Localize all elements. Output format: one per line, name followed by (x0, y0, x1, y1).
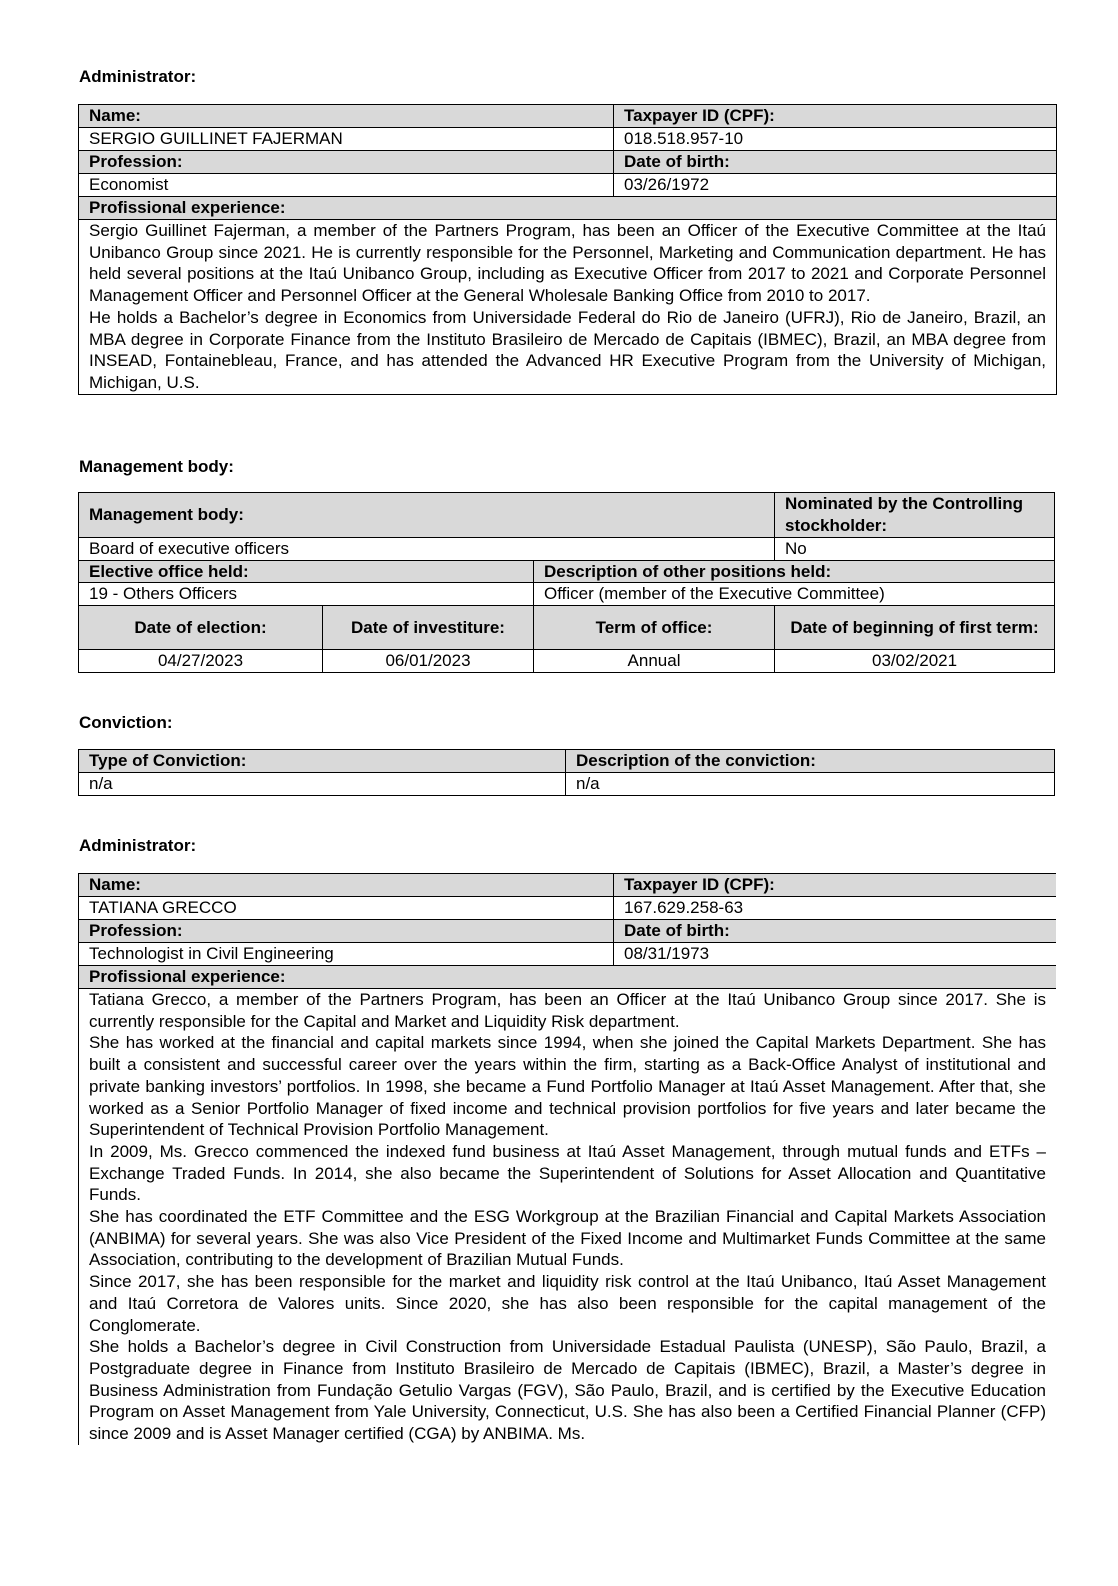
nominated-value: No (775, 538, 1055, 561)
dob-label: Date of birth: (614, 920, 1057, 943)
administrator-2-clip (78, 873, 1056, 1445)
cpf-value: 018.518.957-10 (614, 128, 1057, 151)
dob-value: 03/26/1972 (614, 174, 1057, 197)
experience-paragraph: In 2009, Ms. Grecco commenced the indexed fund business at Itaú Asset Management, through mutual funds and ETFs – Exchange Traded Funds. In 2014, she also became the Superintendent of Solutions for Asset Allocation and Quantitative Funds. (89, 1141, 1046, 1205)
cpf-label: Taxpayer ID (CPF): (614, 105, 1057, 128)
administrator-1-table (78, 104, 1057, 395)
conviction-table (78, 749, 1055, 796)
cpf-value: 167.629.258-63 (614, 897, 1057, 920)
dob-value: 08/31/1973 (614, 943, 1057, 966)
experience-paragraph: Since 2017, she has been responsible for the market and liquidity risk control at the Itaú Unibanco, Itaú Asset Management and Itaú Corretora de Valores units. Since 2020, she has also been responsible for the capital management of the Conglomerate. (89, 1272, 1046, 1335)
experience-paragraph: She has worked at the financial and capital markets since 1994, when she joined the Capital Markets Department. She has built a consistent and successful career over the years within the firm, starting as a Back-Office Analyst of institutional and private banking investors’ portfolios. In 1998, she became a Fund Portfolio Manager at Itaú Asset Management. After that, she worked as a Senior Portfolio Manager of fixed income and technical provision portfolios for five years and later became the Superintendent of Technical Provision Portfolio Management. (89, 1033, 1046, 1140)
name-value: TATIANA GRECCO (79, 897, 614, 920)
profession-value: Technologist in Civil Engineering (79, 943, 614, 966)
first-term-label: Date of beginning of first term: (775, 606, 1055, 650)
term-of-office-label: Term of office: (534, 606, 775, 650)
profession-label: Profession: (79, 151, 614, 174)
section-title-administrator-1: Administrator: (79, 67, 197, 86)
administrator-2-table (78, 873, 1056, 1445)
elective-office-value: 19 - Others Officers (79, 583, 534, 606)
experience-paragraph: Sergio Guillinet Fajerman, a member of the Partners Program, has been an Officer of the Executive Committee at the Itaú Unibanco Group since 2021. He is currently responsible for the Personnel, Marketing and Communication department. He has held several positions at the Itaú Unibanco Group, including as Executive Officer from 2017 to 2021 and Corporate Personnel Management Officer and Personnel Officer at the General Wholesale Banking Office from 2010 to 2017. (89, 221, 1046, 306)
conviction-description-label: Description of the conviction: (566, 750, 1055, 773)
experience-text (79, 220, 1057, 395)
experience-paragraph: She has coordinated the ETF Committee and the ESG Workgroup at the Brazilian Financial and Capital Markets Association (ANBIMA) for several years. She was also Vice President of the Fixed Income and Multimarket Funds Committee at the same Association, contributing to the development of Brazilian Mutual Funds. (89, 1207, 1046, 1270)
section-title-management-body: Management body: (79, 457, 234, 476)
experience-paragraph: She holds a Bachelor’s degree in Civil Construction from Universidade Estadual Paulista (UNESP), São Paulo, Brazil, a Postgraduate degree in Finance from Instituto Brasileiro de Mercado de Capitais (IBMEC), Brazil, a Master’s degree in Business Administration from Fundação Getulio Vargas (FGV), São Paulo, Brazil, and is certified by the Executive Education Program on Asset Management from Yale University, Connecticut, U.S. She has also been a Certified Financial Planner (CFP) since 2009 and is Asset Manager certified (CGA) by ANBIMA. Ms. (89, 1337, 1046, 1444)
name-label: Name: (79, 874, 614, 897)
section-title-administrator-2: Administrator: (79, 836, 197, 855)
experience-label: Profissional experience: (79, 966, 1057, 989)
other-positions-value: Officer (member of the Executive Committee) (534, 583, 1055, 606)
other-positions-label: Description of other positions held: (534, 560, 1055, 583)
term-of-office-value: Annual (534, 650, 775, 673)
conviction-type-value: n/a (79, 773, 566, 796)
first-term-value: 03/02/2021 (775, 650, 1055, 673)
experience-label: Profissional experience: (79, 197, 1057, 220)
name-value: SERGIO GUILLINET FAJERMAN (79, 128, 614, 151)
experience-paragraph: He holds a Bachelor’s degree in Economics from Universidade Federal do Rio de Janeiro (UFRJ), Rio de Janeiro, Brazil, an MBA degree in Corporate Finance from the Instituto Brasileiro de Mercado de Capitais (IBMEC), Brazil, an MBA degree from INSEAD, Fontainebleau, France, and has attended the Advanced HR Executive Program from the University of Michigan, Michigan, U.S. (89, 307, 1046, 392)
experience-text (79, 989, 1057, 1446)
elective-office-label: Elective office held: (79, 560, 534, 583)
management-body-table (78, 492, 1055, 673)
conviction-description-value: n/a (566, 773, 1055, 796)
name-label: Name: (79, 105, 614, 128)
conviction-type-label: Type of Conviction: (79, 750, 566, 773)
profession-value: Economist (79, 174, 614, 197)
profession-label: Profession: (79, 920, 614, 943)
date-of-election-label: Date of election: (79, 606, 323, 650)
nominated-label: Nominated by the Controlling stockholder: (775, 493, 1055, 538)
experience-paragraph: Tatiana Grecco, a member of the Partners Program, has been an Officer at the Itaú Unibanco Group since 2017. She is currently responsible for the Capital and Market and Liquidity Risk department. (89, 990, 1046, 1031)
date-of-election-value: 04/27/2023 (79, 650, 323, 673)
cpf-label: Taxpayer ID (CPF): (614, 874, 1057, 897)
dob-label: Date of birth: (614, 151, 1057, 174)
section-title-conviction: Conviction: (79, 713, 173, 732)
date-of-investiture-label: Date of investiture: (323, 606, 534, 650)
date-of-investiture-value: 06/01/2023 (323, 650, 534, 673)
management-body-value: Board of executive officers (79, 538, 775, 561)
management-body-label: Management body: (79, 493, 775, 538)
